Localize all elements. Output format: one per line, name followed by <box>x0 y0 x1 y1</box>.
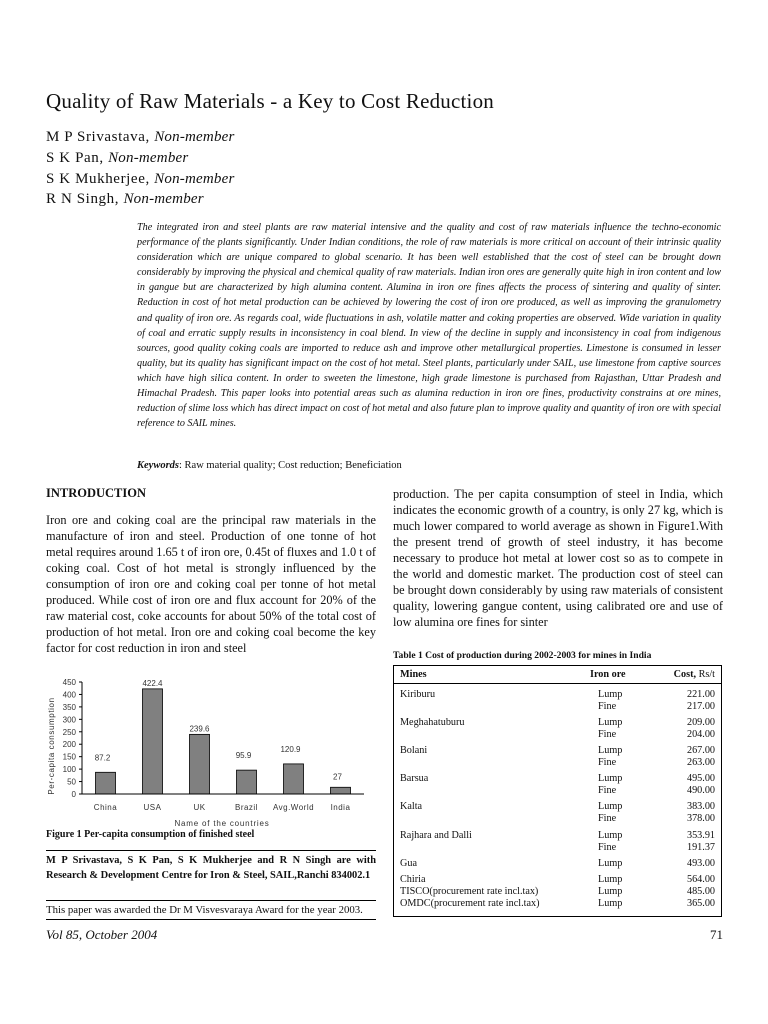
table-cell-iron-ore: Lump <box>598 801 623 812</box>
table-header-cost-label: Cost, <box>673 669 697 680</box>
table-header-cost <box>640 669 715 680</box>
per-capita-bar-chart <box>46 672 376 830</box>
y-tick-label: 300 <box>62 715 76 725</box>
y-tick-label: 50 <box>67 777 76 787</box>
table-cell-cost: 267.00 <box>686 745 715 756</box>
author-line <box>46 191 204 208</box>
bar-brazil <box>237 770 257 794</box>
bar-india <box>331 787 351 794</box>
keywords <box>137 460 402 471</box>
table-cell-cost: 493.00 <box>686 858 715 869</box>
table-cell-mine: Kiriburu <box>400 689 436 700</box>
author-role: Non-member <box>154 171 235 187</box>
table-cell-iron-ore: Lump <box>598 886 623 897</box>
section-heading-introduction: INTRODUCTION <box>46 486 147 500</box>
table-header-iron-ore: Iron ore <box>590 669 626 680</box>
table-cell-cost: 221.00 <box>686 689 715 700</box>
table-cell-mine: Rajhara and Dalli <box>400 830 472 841</box>
author-name: R N Singh, <box>46 191 120 207</box>
table-cell-iron-ore: Lump <box>598 717 623 728</box>
table-cell-cost: 204.00 <box>686 729 715 740</box>
table-cell-cost: 495.00 <box>686 773 715 784</box>
x-tick-label: Avg.World <box>272 803 315 812</box>
author-line <box>46 150 188 167</box>
table-cell-mine: Kalta <box>400 801 423 812</box>
data-label: 239.6 <box>189 724 210 734</box>
table-cell-mine: Gua <box>400 858 417 869</box>
table-cell-iron-ore: Lump <box>598 858 623 869</box>
table-cell-cost: 485.00 <box>686 886 715 897</box>
x-tick-label: Brazil <box>234 803 259 812</box>
table-cell-iron-ore: Fine <box>598 729 617 740</box>
y-axis-label: Per-capita consumption <box>47 697 56 795</box>
author-role: Non-member <box>154 129 235 145</box>
x-tick-label: USA <box>143 803 162 812</box>
table-caption: Table 1 Cost of production during 2002-2003 for mines in India <box>393 650 652 661</box>
figure-caption: Figure 1 Per-capita consumption of finished steel <box>46 829 255 840</box>
divider <box>46 850 376 851</box>
author-name: S K Pan, <box>46 150 104 166</box>
y-tick-label: 100 <box>62 765 76 775</box>
table-cell-mine: Barsua <box>400 773 429 784</box>
table-cell-iron-ore: Lump <box>598 830 623 841</box>
data-label: 87.2 <box>94 753 111 763</box>
x-axis-label: Name of the countries <box>174 819 270 828</box>
data-label: 422.4 <box>142 678 163 688</box>
table-cell-iron-ore: Fine <box>598 757 617 768</box>
y-tick-label: 250 <box>62 727 76 737</box>
table-cell-mine: Bolani <box>400 745 428 756</box>
table-cell-iron-ore: Fine <box>598 701 617 712</box>
table-header-unit: Rs/t <box>698 669 715 680</box>
table-cell-mine: TISCO(procurement rate incl.tax) <box>400 886 539 897</box>
table-cell-cost: 378.00 <box>686 813 715 824</box>
keywords-text: : Raw material quality; Cost reduction; Beneficiation <box>179 460 402 471</box>
table-cell-iron-ore: Lump <box>598 898 623 909</box>
author-line <box>46 129 235 146</box>
author-role: Non-member <box>123 191 204 207</box>
table-cell-cost: 383.00 <box>686 801 715 812</box>
table-cell-cost: 209.00 <box>686 717 715 728</box>
table-cell-cost: 263.00 <box>686 757 715 768</box>
author-affiliation: M P Srivastava, S K Pan, S K Mukherjee and R N Singh are with Research & Development Centre for Iron & Steel, SAIL,Ranchi 834002.1 <box>46 855 376 881</box>
footer-page-number: 71 <box>710 927 723 942</box>
table-header-mines: Mines <box>400 669 427 680</box>
table-cell-mine: Chiria <box>400 874 426 885</box>
author-name: S K Mukherjee, <box>46 171 150 187</box>
table-cell-cost: 191.37 <box>686 842 715 853</box>
author-role: Non-member <box>108 150 189 166</box>
y-tick-label: 150 <box>62 752 76 762</box>
y-tick-label: 200 <box>62 740 76 750</box>
table-cell-iron-ore: Fine <box>598 842 617 853</box>
intro-paragraph-right: production. The per capita consumption of steel in India, which indicates the economic growth of a country, is only 27 kg, which is much lower compared to world average as shown in Figure1.With the present trend of growth of steel industry, it has become necessary to produce hot metal at lower cost so as to compete in the world and domestic market. The production cost of steel can be brought down considerably by using raw materials of consistent quality, lowering gangue content, using calibrated ore and use of low alumina ore fines for sinter <box>393 487 723 629</box>
keywords-label: Keywords <box>137 460 179 471</box>
bar-avg-world <box>284 764 304 794</box>
y-tick-label: 450 <box>62 678 76 687</box>
table-cell-cost: 564.00 <box>686 874 715 885</box>
table-cell-cost: 217.00 <box>686 701 715 712</box>
author-line <box>46 171 235 188</box>
intro-paragraph-left: Iron ore and coking coal are the principal raw materials in the manufacture of iron and steel. Production of one tonne of hot metal requires around 1.65 t of iron ore, 0.45t of fluxes and 1.0 t of coking coal. Cost of hot metal is strongly influenced by the consumption of iron ore and coking coal per tonne of hot metal produced. While cost of iron ore and flux account for 20% of the raw material cost, coke accounts for about 50% of the total cost of production of hot metal. Iron ore and coking coal become the key factor for cost reduction in iron and steel <box>46 513 376 655</box>
footer-volume: Vol 85, October 2004 <box>46 927 158 942</box>
data-label: 95.9 <box>235 751 252 761</box>
table-cell-iron-ore: Lump <box>598 874 623 885</box>
bar-usa <box>143 689 163 794</box>
divider <box>46 919 376 920</box>
table-cell-iron-ore: Fine <box>598 785 617 796</box>
table-cell-cost: 490.00 <box>686 785 715 796</box>
author-name: M P Srivastava, <box>46 129 150 145</box>
table-cell-iron-ore: Fine <box>598 813 617 824</box>
divider <box>46 900 376 901</box>
table-cell-iron-ore: Lump <box>598 745 623 756</box>
data-label: 120.9 <box>280 744 301 754</box>
y-tick-label: 400 <box>62 690 76 700</box>
y-tick-label: 0 <box>71 790 76 799</box>
bar-uk <box>190 734 210 794</box>
table-cell-iron-ore: Lump <box>598 773 623 784</box>
paper-title: Quality of Raw Materials - a Key to Cost Reduction <box>46 89 494 113</box>
award-note: This paper was awarded the Dr M Visvesvaraya Award for the year 2003. <box>46 904 363 916</box>
table-header-rule <box>393 683 722 684</box>
table-cell-mine: Meghahatuburu <box>400 717 465 728</box>
table-cell-cost: 365.00 <box>686 898 715 909</box>
table-cell-cost: 353.91 <box>686 830 715 841</box>
table-cell-mine: OMDC(procurement rate incl.tax) <box>400 898 540 909</box>
abstract: The integrated iron and steel plants are raw material intensive and the quality and cost of raw materials influence the techno-economic performance of the plants significantly. Under Indian conditions, the role of raw materials is more critical on account of their intrinsic quality consideration which are unique compared to global scenario. It has been well established that the cost of steel can be brought down considerably by improving the physical and chemical quality of raw materials. Indian iron ores are generally quite high in iron content and low in gangue but are characterized by high alumina content. Alumina in iron ore fines affects the process of sintering and quality of sinter. Reduction in cost of hot metal production can be achieved by lowering the cost of iron ore produced, as well as improving the granulometry and quality of iron ore. As regards coal, wide fluctuations in ash, volatile matter and coking properties are observed. Wide variation in quality of coal and erratic supply results in inconsistency in coal blend. In view of the decline in supply and inconsistency in coal from indigenous sources, good quality coking coals are imported to reduce ash and improve other metallurgical properties. Limestone is consumed in lesser quality, but its quality has significant impact on the cost of hot metal. Steel plants, particularly under SAIL, use limestone from captive sources which have high silica content. In order to sweeten the limestone, high grade limestone is purchased from Rajasthan, Uttar Pradesh and Himachal Pradesh. This paper looks into potential areas such as alumina reduction in iron ore fines, productivity constrains at ore mines, reduction of slime loss which has direct impact on cost of hot metal and also future plan to improve quality and quantity of iron ore with special reference to SAIL mines. <box>137 222 721 430</box>
x-tick-label: India <box>330 803 351 812</box>
x-tick-label: China <box>93 803 118 812</box>
table-cell-iron-ore: Lump <box>598 689 623 700</box>
y-tick-label: 350 <box>62 702 76 712</box>
data-label: 27 <box>333 772 342 782</box>
bar-china <box>96 772 116 794</box>
x-tick-label: UK <box>193 803 206 812</box>
